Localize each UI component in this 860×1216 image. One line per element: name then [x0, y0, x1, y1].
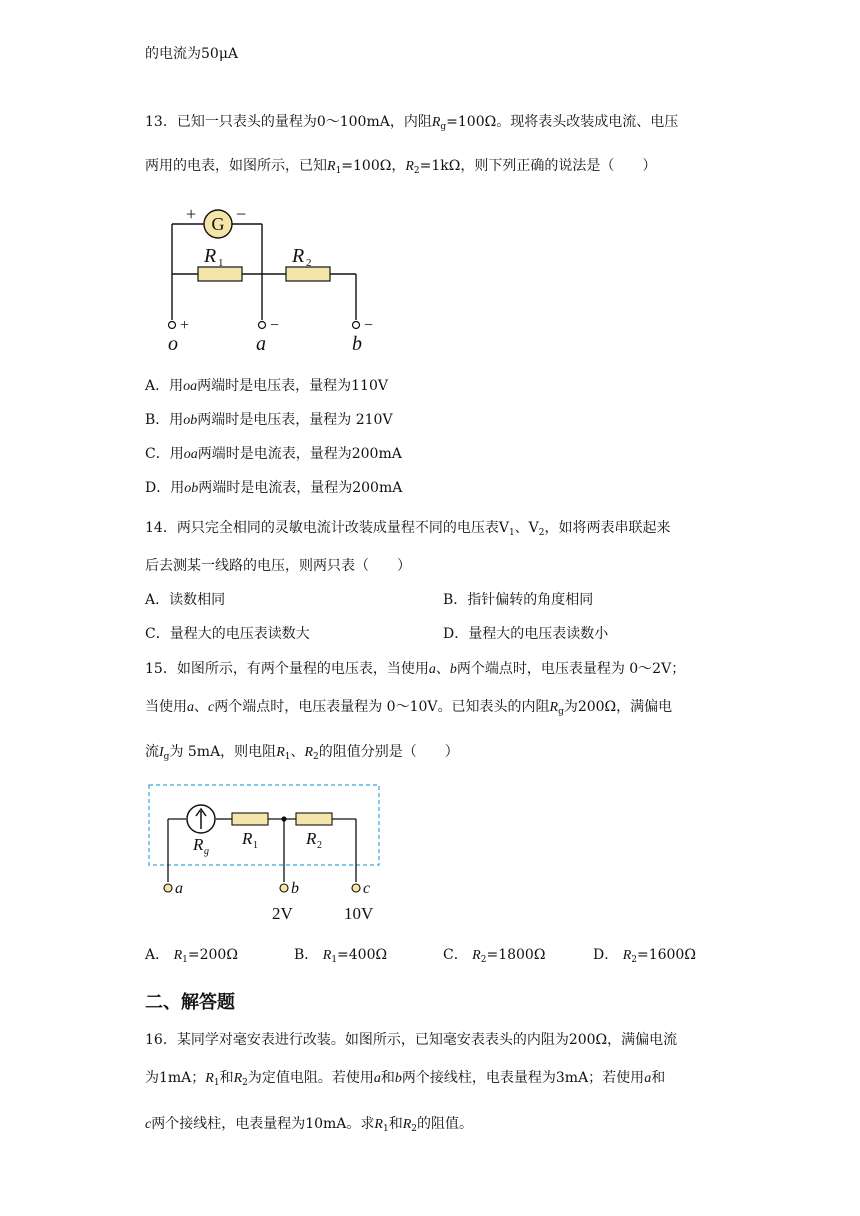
- resistor-r2: [296, 813, 332, 825]
- svg-text:R: R: [204, 245, 217, 267]
- svg-text:g: g: [204, 846, 209, 857]
- svg-text:b: b: [352, 333, 362, 355]
- terminal-a: [259, 322, 266, 329]
- resistor-r1: [198, 267, 242, 281]
- q13-line1: 13．已知一只表头的量程为0～100mA，内阻$R_g=100\Omega$。现将表头改装成电流、电压: [145, 114, 679, 132]
- q13-option-c: C．用oa两端时是电流表，量程为200mA: [145, 446, 402, 462]
- q13-option-d: D．用ob两端时是电流表，量程为200mA: [145, 480, 403, 496]
- q14-option-c: C．量程大的电压表读数大: [145, 626, 310, 642]
- svg-text:o: o: [168, 333, 178, 355]
- q15-line3: 流$I_g$为 5mA，则电阻$R_1$、$R_2$的阻值分别是（ ）: [145, 744, 459, 762]
- resistor-r2: [286, 267, 330, 281]
- q16-line2: 为1mA；$R_1$和$R_2$为定值电阻。若使用a和b两个接线柱，电表量程为3mA；若使用a和: [145, 1070, 666, 1088]
- q15-line1: 15．如图所示，有两个量程的电压表，当使用a、b两个端点时，电压表量程为 0～2V；: [145, 661, 686, 677]
- section-heading: 二、解答题: [145, 992, 235, 1013]
- svg-text:R: R: [306, 829, 317, 848]
- q13-circuit-diagram: [160, 200, 390, 360]
- q13-line2: 两用的电表，如图所示，已知$R_1=100\Omega$，$R_2=1k\Omega$，则下列正确的说法是（ ）: [145, 158, 657, 176]
- svg-text:1: 1: [218, 257, 224, 269]
- terminal-b: [353, 322, 360, 329]
- q14-option-d: D．量程大的电压表读数小: [443, 626, 609, 642]
- svg-text:a: a: [256, 333, 266, 355]
- q14-line2: 后去测某一线路的电压，则两只表（ ）: [145, 558, 411, 574]
- q15-circuit-diagram: [146, 782, 386, 924]
- q15-option-a: A． $R_1=200\Omega$: [145, 947, 238, 965]
- q13-option-a: A．用oa两端时是电压表，量程为110V: [145, 378, 388, 394]
- svg-text:2: 2: [306, 257, 312, 269]
- svg-text:a: a: [175, 880, 183, 897]
- terminal-c: [352, 884, 360, 892]
- svg-text:G: G: [211, 214, 225, 234]
- resistor-r1: [232, 813, 268, 825]
- q16-line1: 16．某同学对毫安表进行改装。如图所示，已知毫安表表头的内阻为200Ω，满偏电流: [145, 1032, 678, 1048]
- svg-text:2: 2: [317, 840, 322, 851]
- continued-text: 的电流为50μA: [145, 46, 239, 62]
- q14-line1: 14．两只完全相同的灵敏电流计改装成量程不同的电压表$V_1$、$V_2$，如将两表串联起来: [145, 520, 671, 538]
- q16-line3: c两个接线柱，电表量程为10mA。求$R_1$和$R_2$的阻值。: [145, 1116, 474, 1134]
- svg-text:2V: 2V: [272, 904, 293, 923]
- terminal-a: [164, 884, 172, 892]
- svg-text:R: R: [193, 835, 204, 854]
- svg-text:R: R: [292, 245, 305, 267]
- q15-option-c: C． $R_2=1800\Omega$: [443, 947, 546, 965]
- q14-option-a: A．读数相同: [145, 592, 226, 608]
- junction-dot: [281, 816, 286, 821]
- svg-text:b: b: [291, 880, 299, 897]
- terminal-o: [169, 322, 176, 329]
- svg-text:10V: 10V: [344, 904, 374, 923]
- svg-text:−: −: [270, 317, 280, 334]
- terminal-b: [280, 884, 288, 892]
- q15-option-d: D． $R_2=1600\Omega$: [593, 947, 696, 965]
- svg-text:−: −: [364, 317, 374, 334]
- q15-option-b: B． $R_1=400\Omega$: [294, 947, 388, 965]
- svg-text:1: 1: [253, 840, 258, 851]
- svg-text:c: c: [363, 880, 371, 897]
- q13-option-b: B．用ob两端时是电压表，量程为 210V: [145, 412, 393, 428]
- q15-line2: 当使用a、c两个端点时，电压表量程为 0～10V。已知表头的内阻$R_g$为200Ω，满偏电: [145, 699, 673, 717]
- svg-text:+: +: [186, 204, 197, 224]
- svg-text:R: R: [242, 829, 253, 848]
- svg-text:+: +: [180, 317, 190, 334]
- svg-text:−: −: [236, 204, 247, 224]
- q14-option-b: B．指针偏转的角度相同: [443, 592, 594, 608]
